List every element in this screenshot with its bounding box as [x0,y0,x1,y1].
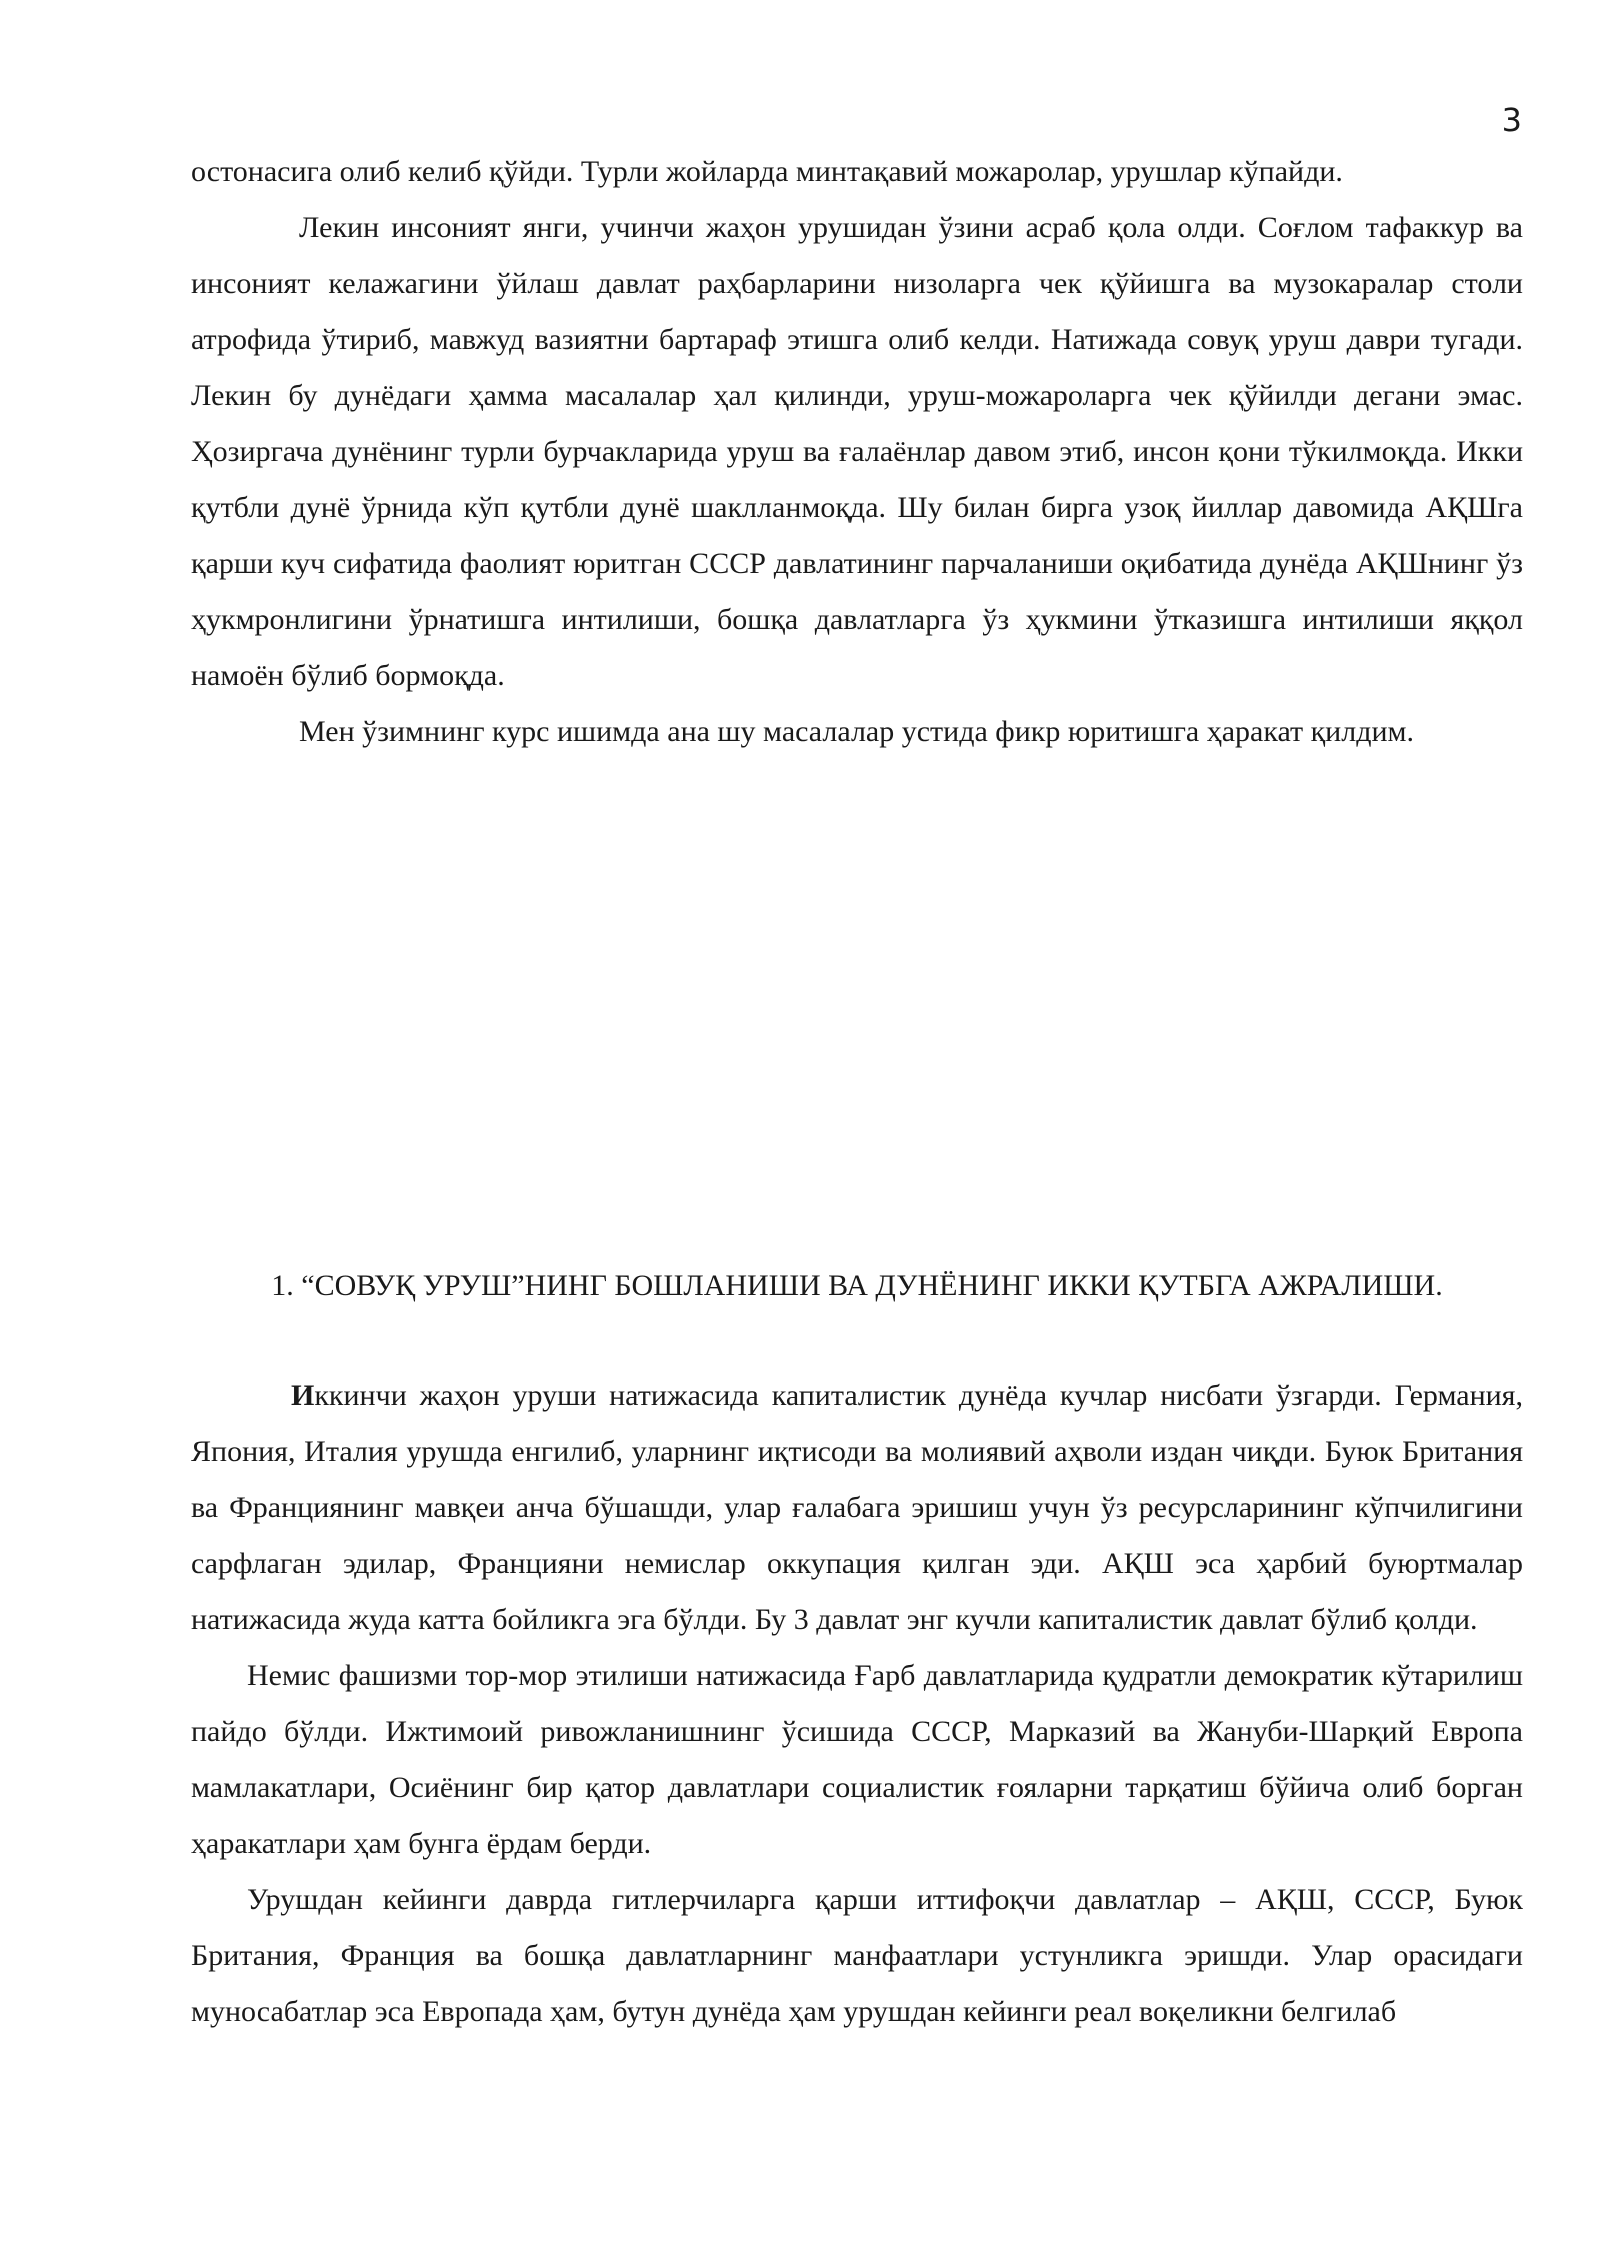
intro-paragraph-continuation: остонасига олиб келиб қўйди. Турли жойларда минтақавий можаролар, урушлар кўпайди. [191,155,1343,188]
section-text-block [191,1368,1523,2040]
intro-paragraph-closing: Мен ўзимнинг курс ишимда ана шу масалалар устида фикр юритишга ҳаракат қилдим. [299,715,1415,748]
section-heading: 1. “СОВУҚ УРУШ”НИНГ БОШЛАНИШИ ВА ДУНЁНИНГ ИККИ ҚУТБГА АЖРАЛИШИ. [271,1269,1443,1302]
bold-initial-letter: И [291,1379,315,1412]
section-paragraph-1 [191,1368,1523,1648]
page-number: 3 [1501,101,1522,139]
section-paragraph-2: Немис фашизми тор-мор этилиши натижасида Ғарб давлатларида қудратли демократик кўтарилиш пайдо бўлди. Ижтимоий ривожланишнинг ўсишида СССР, Марказий ва Жануби-Шарқий Европа мамлакатлари, Осиёнинг бир қатор давлатлари социалистик ғояларни тарқатиш бўйича олиб борган ҳаракатлари ҳам бунга ёрдам берди. [191,1659,1523,1860]
intro-paragraph: Лекин инсоният янги, учинчи жаҳон урушидан ўзини асраб қола олди. Соғлом тафаккур ва инсоният келажагини ўйлаш давлат раҳбарларини низоларга чек қўйишга ва музокаралар столи атрофида ўтириб, мавжуд вазиятни бартараф этишга олиб келди. Натижада совуқ уруш даври тугади. Лекин бу дунёдаги ҳамма масалалар ҳал қилинди, уруш-можароларга чек қўйилди дегани эмас. Ҳозиргача дунёнинг турли бурчакларида уруш ва ғалаёнлар давом этиб, инсон қони тўкилмоқда. Икки қутбли дунё ўрнида кўп қутбли дунё шаклланмоқда. Шу билан бирга узоқ йиллар давомида АҚШга қарши куч сифатида фаолият юритган СССР давлатининг парчаланиши оқибатида дунёда АҚШнинг ўз ҳукмронлигини ўрнатишга интилиши, бошқа давлатларга ўз ҳукмини ўтказишга интилиши яққол намоён бўлиб бормоқда. [191,211,1523,692]
section-paragraph-1-text: ккинчи жаҳон уруши натижасида капиталистик дунёда кучлар нисбати ўзгарди. Германия, Япония, Италия урушда енгилиб, уларнинг иқтисоди ва молиявий аҳволи издан чиқди. Буюк Британия ва Франциянинг мавқеи анча бўшашди, улар ғалабага эришиш учун ўз ресурсларининг кўпчилигини сарфлаган эдилар, Францияни немислар оккупация қилган эди. АҚШ эса ҳарбий буюртмалар натижасида жуда катта бойликга эга бўлди. Бу 3 давлат энг кучли капиталистик давлат бўлиб қолди. [191,1379,1523,1636]
section-paragraph-3: Урушдан кейинги даврда гитлерчиларга қарши иттифоқчи давлатлар – АҚШ, СССР, Буюк Британия, Франция ва бошқа давлатларнинг манфаатлари устунликга эришди. Улар орасидаги муносабатлар эса Европада ҳам, бутун дунёда ҳам урушдан кейинги реал воқеликни белгилаб [191,1883,1523,2028]
intro-text-block [191,144,1523,760]
